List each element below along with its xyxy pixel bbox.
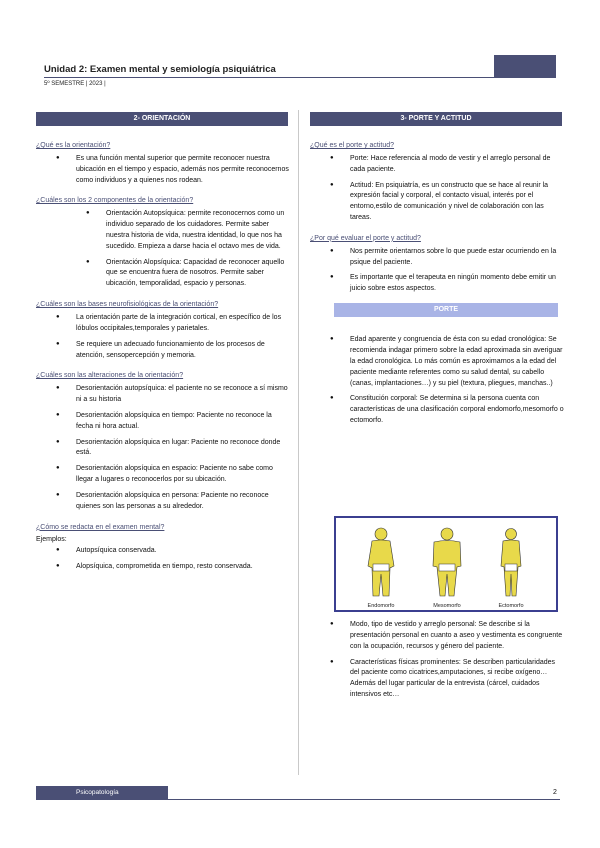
answer-list [36,384,290,512]
question-heading: ¿Cuáles son las alteraciones de la orientación? [36,372,184,380]
question-heading: ¿Cómo se redacta en el examen mental? [36,523,165,531]
question-heading: ¿Qué es la orientación? [36,142,111,149]
section-bar-porte-actitud: 3- PORTE Y ACTITUD [310,112,562,126]
list-item: ● Es una función mental superior que permite reconocer nuestra ubicación en el tiempo y espacio, además nos permite reconocernos como individuos y a quienes nos rodean. [36,154,290,187]
list-item: ● Nos permite orientarnos sobre lo que puede estar ocurriendo en la psique del paciente. [310,247,564,269]
left-column [36,141,290,583]
footer-rule [168,799,560,800]
list-item: ● Autopsíquica conservada. [36,546,290,557]
mesomorph-figure-icon [424,526,470,600]
list-item: ● Orientación Alopsíquica: Capacidad de reconocer aquello que se encuentra fuera de nosotros. Permite saber ubicación, temporalidad, espacio y personas. [36,258,290,291]
question-heading: ¿Cuáles son las bases neurofisiológicas de la orientación? [36,301,219,309]
column-divider [298,110,299,775]
list-item: ● Desorientación autopsíquica: el paciente no se reconoce a sí mismo ni a su historia [36,384,290,406]
list-item: ● La orientación parte de la integración cortical, en específico de los lóbulos occipitales,temporales y parietales. [36,313,290,335]
list-item: ● Desorientación alopsíquica en espacio: Paciente no sabe como llegar a lugares o reconocerlos por su ubicación. [36,464,290,486]
figure-label: Endomorfo [367,603,395,609]
answer-list [36,209,290,290]
page-number: 2 [553,789,557,796]
right-column-continued [310,620,564,711]
header-rule [44,77,556,78]
list-item: ● Porte: Hace referencia al modo de vestir y el arreglo personal de cada paciente. [310,154,564,176]
question-heading: ¿Por qué evaluar el porte y actitud? [310,234,421,242]
ectomorph-figure-icon [488,526,534,600]
list-item: ● Modo, tipo de vestido y arreglo personal: Se describe si la presentación personal en cuanto a aseo y vestimenta es congruente con la ocupación, recursos y género del paciente. [310,620,564,653]
list-item: ● Orientación Autopsíquica: permite reconocernos como un individuo separado de los cuidadores. Permite saber nuestra historia de vida, nuestra identidad, lo que nos ha sucedido. Empieza a darse hacia el octavo mes de vida. [36,209,290,252]
examples-label: Ejemplos: [36,536,67,544]
figure-label: Ectomorfo [498,603,524,609]
list-item: ● Edad aparente y congruencia de ésta con su edad cronológica: Se recomienda indagar primero sobre la edad aproximada sin averiguar la edad cronológica. Lo más común es aproximarnos a la edad del paciente mediante referentes como su salud dental, su cabello (canas, implantaciones…) y su piel (textura, pliegues, manchas..) [310,335,564,389]
list-item: ● Características físicas prominentes: Se describen particularidades del paciente como cicatrices,amputaciones, si recibe oxígeno… Además del lugar particular de la entrevista (cárcel, cuidados intensivos etc… [310,658,564,701]
answer-list [310,620,564,701]
list-item: ● Desorientación alopsíquica en persona: Paciente no reconoce quienes son las personas a su alrededor. [36,491,290,513]
figure-label: Mesomorfo [433,603,461,609]
question-heading: ¿Cuáles son los 2 componentes de la orientación? [36,197,194,205]
header-title: Unidad 2: Examen mental y semiología psiquiátrica [44,64,276,75]
list-item: ● Alopsíquica, comprometida en tiempo, resto conservada. [36,562,290,573]
header-accent-box [494,55,556,77]
endomorph-figure-icon [358,526,404,600]
list-item: ● Desorientación alopsíquica en lugar: Paciente no reconoce donde está. [36,438,290,460]
list-item: ● Constitución corporal: Se determina si la persona cuenta con características de una clasificación corporal endomorfo,mesomorfo o ectomorfo. [310,394,564,427]
header-subtitle: 5º SEMESTRE | 2023 | [44,81,106,87]
question-heading: ¿Qué es el porte y actitud? [310,142,395,149]
answer-list [36,154,290,187]
list-item: ● Es importante que el terapeuta en ningún momento debe emitir un juicio sobre estos aspectos. [310,273,564,295]
answer-list [310,154,564,224]
list-item: ● Se requiere un adecuado funcionamiento de los procesos de atención, sensopercepción y memoria. [36,340,290,362]
answer-list [310,247,564,295]
list-item: ● Desorientación alopsíquica en tiempo: Paciente no reconoce la fecha ni hora actual. [36,411,290,433]
section-bar-orientacion: 2- ORIENTACIÓN [36,112,288,126]
body-types-figure [334,516,558,612]
list-item: ● Actitud: En psiquiatría, es un constructo que se hace al reunir la expresión facial y corporal, el contacto visual, interés por el entorno,estilo de comunicación y nivel de colaboración con las tareas. [310,181,564,224]
answer-list [36,546,290,573]
answer-list [310,335,564,427]
porte-subheading: PORTE [334,303,558,317]
footer-label: Psicopatología [36,786,168,800]
answer-list [36,313,290,361]
right-column [310,141,564,437]
